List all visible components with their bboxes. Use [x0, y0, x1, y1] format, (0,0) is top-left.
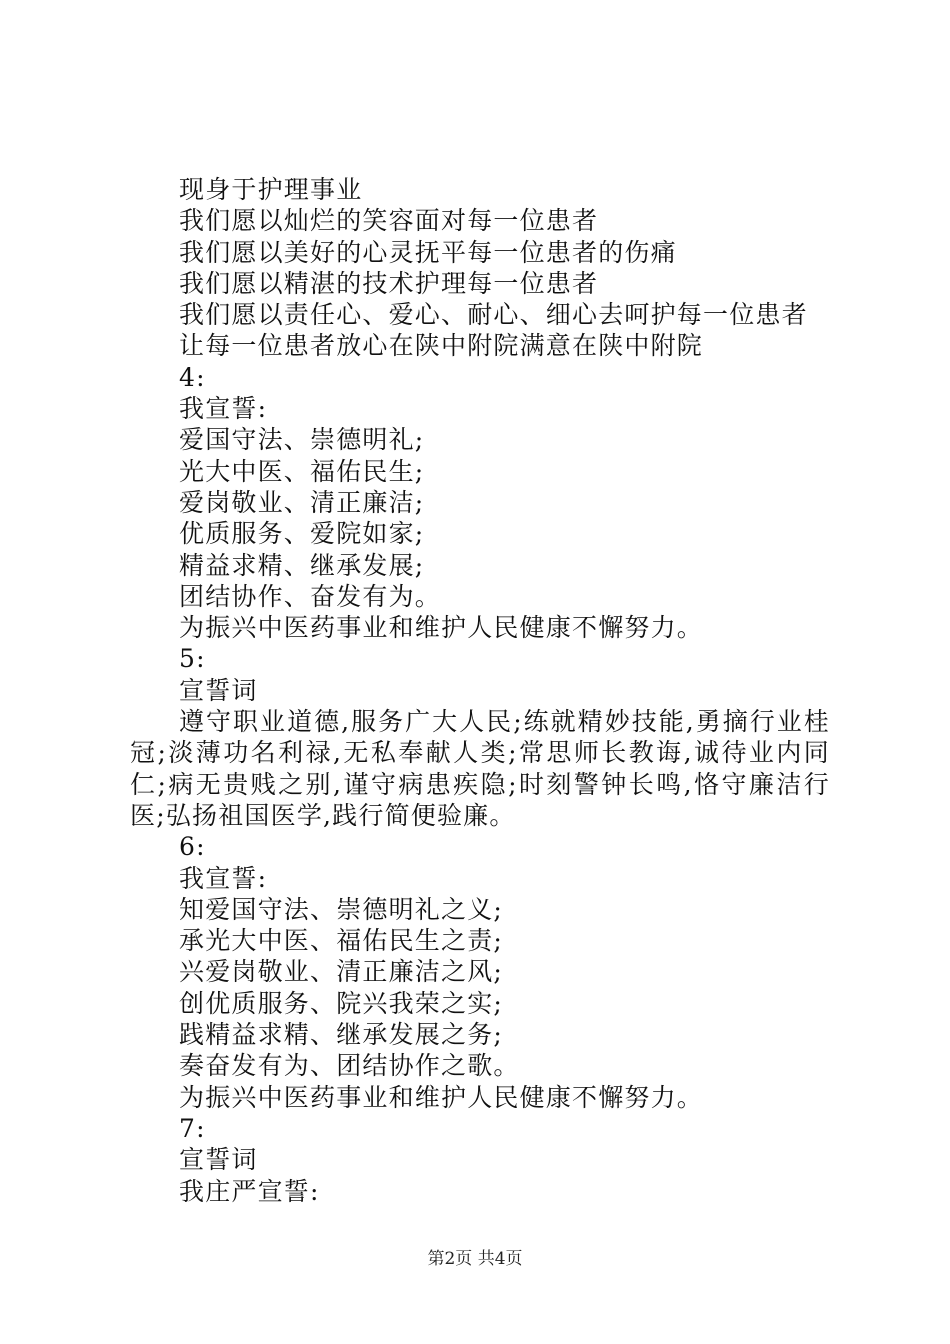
section-heading: 宣誓词	[179, 675, 258, 705]
section-number: 5:	[179, 644, 206, 674]
oath-line: 兴爱岗敬业、清正廉洁之风;	[179, 957, 504, 987]
section-number: 6:	[179, 832, 206, 862]
oath-line: 创优质服务、院兴我荣之实;	[179, 988, 504, 1018]
document-body	[130, 174, 830, 1207]
oath-line: 团结协作、奋发有为。	[179, 581, 442, 611]
oath-line: 爱国守法、崇德明礼;	[179, 425, 425, 455]
text-line: 现身于护理事业	[179, 175, 363, 204]
oath-paragraph: 遵守职业道德,服务广大人民;练就精妙技能,勇摘行业桂冠;淡薄功名利禄,无私奉献人类;常思师长教诲,诚待业内同仁;病无贵贱之别,谨守病患疾隐;时刻警钟长鸣,恪守廉洁行医;弘扬祖国医学,践行简便验廉。	[130, 707, 830, 830]
oath-line: 承光大中医、福佑民生之责;	[179, 926, 504, 956]
text-line: 我们愿以美好的心灵抚平每一位患者的伤痛	[179, 237, 677, 267]
section-number: 4:	[179, 362, 206, 392]
oath-line: 光大中医、福佑民生;	[179, 456, 425, 486]
oath-line: 精益求精、继承发展;	[179, 550, 425, 580]
block-a	[130, 174, 830, 706]
block-b	[130, 831, 830, 1207]
oath-line: 知爱国守法、崇德明礼之义;	[179, 894, 504, 924]
text-line: 我庄严宣誓:	[179, 1176, 320, 1206]
oath-line: 爱岗敬业、清正廉洁;	[179, 487, 425, 517]
text-line: 我们愿以精湛的技术护理每一位患者	[179, 268, 599, 298]
text-line: 让每一位患者放心在陕中附院满意在陕中附院	[179, 331, 704, 361]
section-heading: 我宣誓:	[179, 863, 268, 893]
text-line: 我们愿以责任心、爱心、耐心、细心去呵护每一位患者	[179, 300, 808, 330]
section-heading: 我宣誓:	[179, 394, 268, 424]
section-number: 7:	[179, 1113, 206, 1143]
oath-line: 奏奋发有为、团结协作之歌。	[179, 1051, 520, 1081]
oath-line: 优质服务、爱院如家;	[179, 519, 425, 549]
section-heading: 宣誓词	[179, 1145, 258, 1175]
page-footer: 第2页 共4页	[427, 1249, 523, 1269]
oath-line: 为振兴中医药事业和维护人民健康不懈努力。	[179, 1082, 704, 1112]
oath-line: 为振兴中医药事业和维护人民健康不懈努力。	[179, 613, 704, 643]
oath-line: 践精益求精、继承发展之务;	[179, 1020, 504, 1050]
text-line: 我们愿以灿烂的笑容面对每一位患者	[179, 206, 599, 236]
